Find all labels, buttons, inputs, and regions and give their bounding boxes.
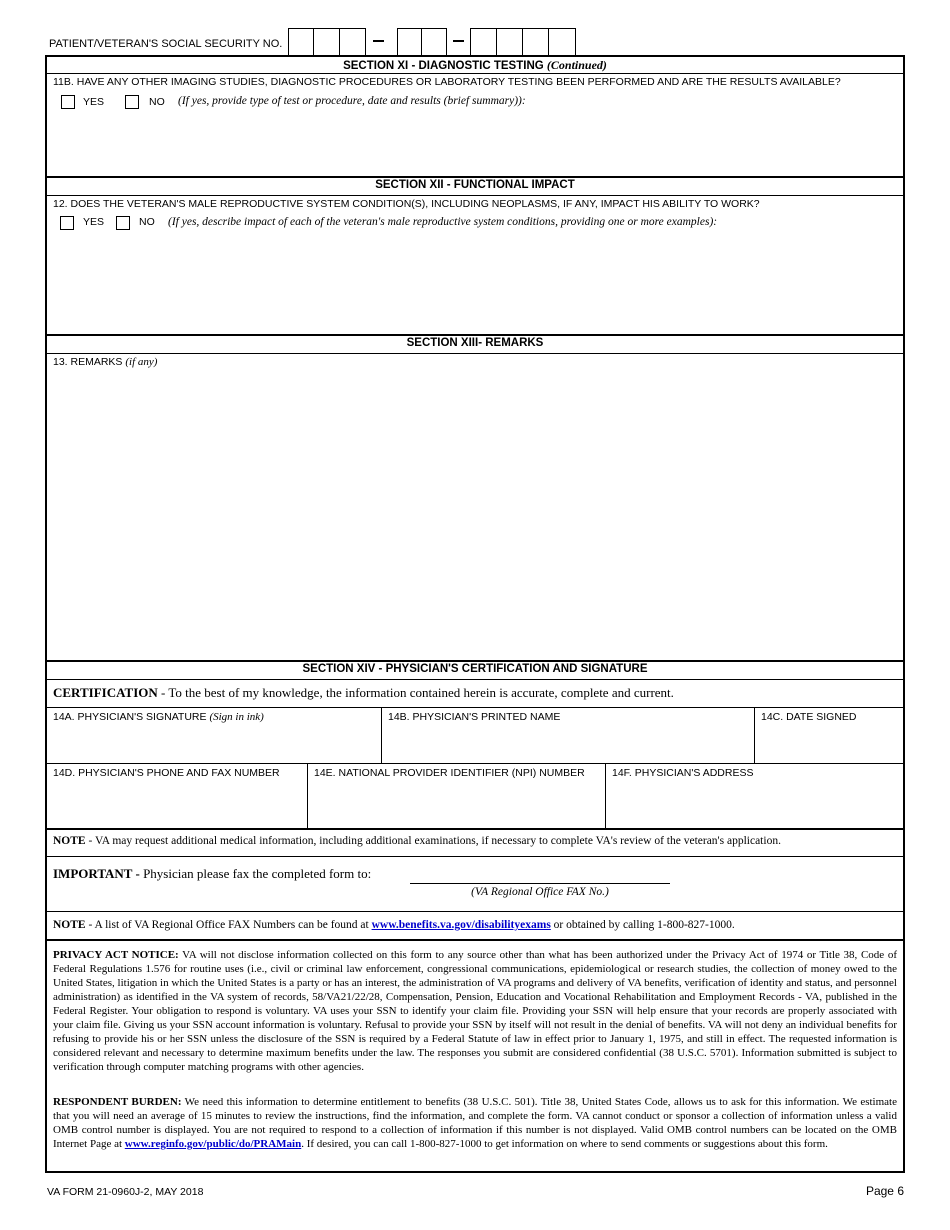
divider: [47, 195, 903, 196]
privacy-act-notice: PRIVACY ACT NOTICE: VA will not disclose information collected on this form to any source other than what has been authorized under the Privacy Act of 1974 or Title 38, Code of Federal Regulations 1.576 for routine uses (i.e., civil or criminal law enforcement, congressional communications, epidemiological or research studies, the collection of money owed to the United States, litigation in which the United States is a party or has an interest, the administration of VA programs and delivery of VA benefits, verification of identity and status, and personnel administration) as identified in the VA system of records, 58/VA21/22/28, Compensation, Pension, Education and Vocational Rehabilitation and Employment Records - VA, published in the Federal Register. Your obligation to respond is voluntary. VA uses your SSN to identify your claim file. Providing your SSN will help ensure that your records are properly associated with your claim file. Giving us your SSN account information is voluntary. Refusal to provide your SSN by itself will not result in the denial of benefits. VA will not deny an individual benefits for refusing to provide his or her SSN unless the disclosure of the SSN is required by a Federal Statute of law in effect prior to January 1, 1975, and still in effect. The requested information is considered relevant and necessary to determine maximum benefits under the law. The responses you submit are considered confidential (38 U.S.C. 5701). Information submitted is subject to verification through computer matching programs with other agencies.: [53, 949, 897, 1073]
ssn-label: PATIENT/VETERAN'S SOCIAL SECURITY NO.: [49, 38, 283, 50]
important-fax-instruction: IMPORTANT - Physician please fax the completed form to:: [53, 866, 372, 881]
ssn-digit-box[interactable]: [340, 29, 365, 55]
ssn-dash: [453, 40, 464, 42]
ssn-part-1[interactable]: [288, 28, 366, 55]
form-id: VA FORM 21-0960J-2, MAY 2018: [47, 1186, 204, 1198]
section-xiv-title: SECTION XIV - PHYSICIAN'S CERTIFICATION AND SIGNATURE: [302, 663, 648, 675]
section-xi-title: SECTION XI - DIAGNOSTIC TESTING (Continued): [343, 58, 607, 72]
divider: [47, 856, 903, 857]
ssn-part-2[interactable]: [397, 28, 447, 55]
ssn-digit-box[interactable]: [289, 29, 314, 55]
answer-area-12[interactable]: [60, 235, 890, 330]
instruction-11b: (If yes, provide type of test or procedure, date and results (brief summary)):: [178, 95, 526, 107]
yes-label: YES: [83, 216, 105, 228]
printed-name-label: 14B. PHYSICIAN'S PRINTED NAME: [388, 711, 561, 723]
no-label: NO: [139, 216, 155, 228]
phone-fax-field[interactable]: [50, 781, 304, 827]
fax-caption: (VA Regional Office FAX No.): [471, 886, 609, 898]
divider: [47, 707, 903, 708]
reginfo-link[interactable]: www.reginfo.gov/public/do/PRAMain: [124, 1138, 302, 1150]
date-signed-label: 14C. DATE SIGNED: [761, 711, 857, 723]
section-xii-title: SECTION XII - FUNCTIONAL IMPACT: [375, 179, 575, 191]
divider: [47, 353, 903, 354]
remarks-area[interactable]: [60, 372, 890, 657]
benefits-link[interactable]: www.benefits.va.gov/disabilityexams: [371, 919, 551, 931]
divider: [47, 828, 903, 830]
question-12: 12. DOES THE VETERAN'S MALE REPRODUCTIVE SYSTEM CONDITION(S), INCLUDING NEOPLASMS, IF ANY, IMPACT HIS ABILITY TO WORK?: [53, 198, 760, 210]
question-11b: 11B. HAVE ANY OTHER IMAGING STUDIES, DIAGNOSTIC PROCEDURES OR LABORATORY TESTING BEEN PERFORMED AND ARE THE RESULTS AVAILABLE?: [53, 76, 841, 88]
page-number: Page 6: [865, 1184, 904, 1198]
remarks-label: 13. REMARKS (if any): [53, 356, 158, 368]
divider: [47, 334, 903, 336]
no-checkbox-12[interactable]: [116, 216, 130, 230]
divider: [307, 763, 308, 829]
divider: [47, 176, 903, 178]
ssn-digit-box[interactable]: [471, 29, 497, 55]
divider: [47, 660, 903, 662]
signature-field[interactable]: [50, 725, 378, 761]
npi-field[interactable]: [311, 781, 603, 827]
address-label: 14F. PHYSICIAN'S ADDRESS: [612, 767, 754, 779]
no-checkbox-11b[interactable]: [125, 95, 139, 109]
note-fax-list: NOTE - A list of VA Regional Office FAX Numbers can be found at www.benefits.va.gov/disabilityexams or obtained by calling 1-800-827-1000.: [53, 919, 735, 931]
ssn-digit-box[interactable]: [422, 29, 446, 55]
divider: [754, 707, 755, 763]
ssn-dash: [373, 40, 384, 42]
note-additional-info: NOTE - VA may request additional medical information, including additional examinations, if necessary to complete VA's review of the veteran's application.: [53, 835, 781, 847]
phone-fax-label: 14D. PHYSICIAN'S PHONE AND FAX NUMBER: [53, 767, 280, 779]
ssn-digit-box[interactable]: [314, 29, 339, 55]
yes-checkbox-12[interactable]: [60, 216, 74, 230]
ssn-part-3[interactable]: [470, 28, 576, 55]
date-signed-field[interactable]: [758, 725, 900, 761]
signature-label: 14A. PHYSICIAN'S SIGNATURE (Sign in ink): [53, 711, 264, 723]
section-xiii-title: SECTION XIII- REMARKS: [406, 337, 544, 349]
divider: [47, 679, 903, 680]
certification-statement: CERTIFICATION - To the best of my knowledge, the information contained herein is accurate, complete and current.: [53, 685, 674, 700]
npi-label: 14E. NATIONAL PROVIDER IDENTIFIER (NPI) NUMBER: [314, 767, 585, 779]
fax-number-field[interactable]: [410, 868, 670, 884]
divider: [605, 763, 606, 829]
divider: [47, 763, 903, 764]
no-label: NO: [149, 96, 165, 108]
address-field[interactable]: [609, 781, 900, 827]
divider: [47, 911, 903, 912]
yes-label: YES: [83, 96, 105, 108]
ssn-digit-box[interactable]: [398, 29, 422, 55]
ssn-digit-box[interactable]: [549, 29, 575, 55]
divider: [47, 939, 903, 941]
respondent-burden: RESPONDENT BURDEN: We need this information to determine entitlement to benefits (38 U.S.C. 501). Title 38, United States Code, allows us to ask for this information. We estimate that you will need an average of 15 minutes to review the instructions, find the information, and complete the form. VA cannot conduct or sponsor a collection of information unless a valid OMB control number is displayed. You are not required to respond to a collection of information if this number is not displayed. Valid OMB control numbers can be located on the OMB Internet Page at www.reginfo.gov/public/do/PRAMain. If desired, you can call 1-800-827-1000 to get information on where to send comments or suggestions about this form.: [53, 1096, 897, 1150]
instruction-12: (If yes, describe impact of each of the veteran's male reproductive system conditions, providing one or more examples):: [168, 216, 718, 228]
yes-checkbox-11b[interactable]: [61, 95, 75, 109]
ssn-digit-box[interactable]: [497, 29, 523, 55]
printed-name-field[interactable]: [385, 725, 751, 761]
answer-area-11b[interactable]: [60, 113, 890, 173]
divider: [381, 707, 382, 763]
ssn-digit-box[interactable]: [523, 29, 549, 55]
divider: [47, 73, 903, 74]
